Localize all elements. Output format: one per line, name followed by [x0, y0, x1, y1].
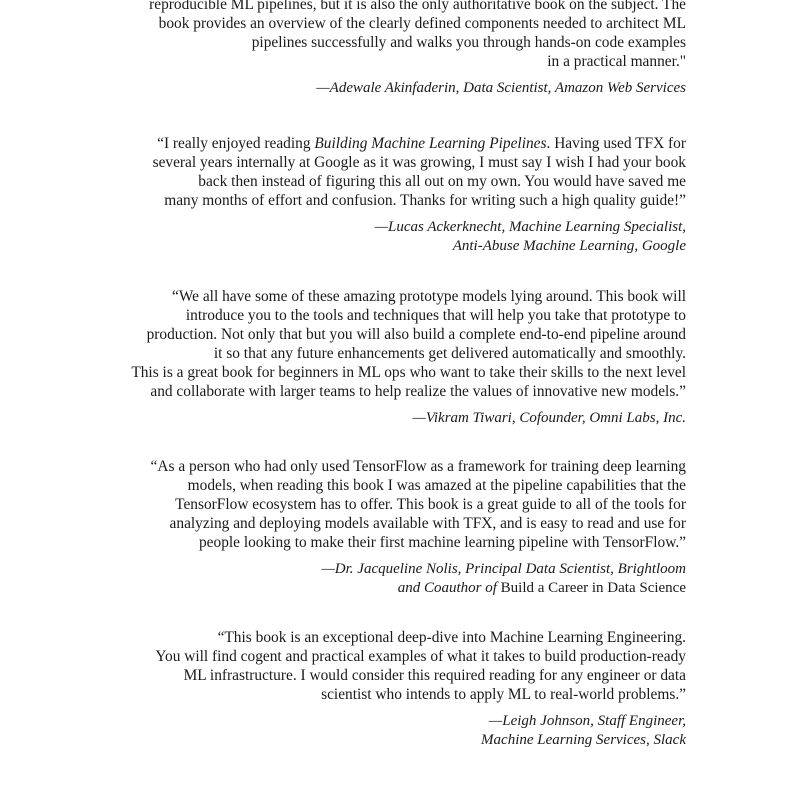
quote-line: This is a great book for beginners in ML ops who want to take their skills to the next level: [131, 364, 686, 381]
quote-line: “As a person who had only used TensorFlow as a framework for training deep learning: [150, 458, 686, 475]
attribution-line: —Vikram Tiwari, Cofounder, Omni Labs, Inc.: [412, 410, 686, 426]
quote-line: book provides an overview of the clearly defined components needed to architect ML: [158, 15, 686, 32]
attribution-line: —Leigh Johnson, Staff Engineer,: [488, 713, 686, 729]
quote-line: many months of effort and confusion. Thanks for writing such a high quality guide!”: [164, 192, 686, 209]
attribution-line: Machine Learning Services, Slack: [481, 732, 686, 748]
quote-line: scientist who intends to apply ML to real-world problems.”: [321, 686, 686, 703]
quote-line: You will find cogent and practical examples of what it takes to build production-ready: [155, 648, 686, 665]
attribution-line: —Dr. Jacqueline Nolis, Principal Data Scientist, Brightloom: [321, 561, 686, 577]
quote-text: “I really enjoyed reading: [157, 135, 315, 152]
quote-line: TensorFlow ecosystem has to offer. This book is a great guide to all of the tools for: [175, 496, 686, 513]
quote-line: production. Not only that but you will also build a complete end-to-end pipeline around: [146, 326, 686, 343]
testimonial-5: [155, 628, 686, 750]
quote-text: . Having used TFX for: [546, 135, 686, 152]
quote-line: “We all have some of these amazing prototype models lying around. This book will: [172, 288, 686, 305]
quote-line: in a practical manner.": [547, 53, 686, 70]
quote-line: several years internally at Google as it was growing, I must say I wish I had your book: [152, 154, 686, 171]
quote-line: back then instead of figuring this all out on my own. You would have saved me: [198, 173, 686, 190]
quote-line: analyzing and deploying models available with TFX, and is easy to read and use for: [169, 515, 686, 532]
quote-line: it so that any future enhancements get delivered automatically and smoothly.: [213, 345, 686, 362]
testimonial-4: [151, 457, 686, 598]
quote-line: “This book is an exceptional deep-dive into Machine Learning Engineering.: [217, 629, 686, 646]
attribution-line: —Lucas Ackerknecht, Machine Learning Specialist,: [374, 219, 686, 235]
book-title: Building Machine Learning Pipelines: [314, 135, 547, 152]
quote-line: people looking to make their first machine learning pipeline with TensorFlow.”: [198, 534, 686, 551]
quote-line: reproducible ML pipelines, but it is also the only authoritative book on the subject. The: [149, 0, 686, 13]
book-title: Build a Career in Data Science: [500, 580, 686, 596]
quote-line: introduce you to the tools and techniques that will help you take that prototype to: [185, 307, 686, 324]
quote-line: [153, 134, 686, 153]
quote-line: and collaborate with larger teams to help realize the values of innovative new models.”: [150, 383, 686, 400]
attribution-text: and Coauthor of: [397, 580, 501, 596]
quote-line: pipelines successfully and walks you through hands-on code examples: [251, 34, 686, 51]
attribution-line: Anti-Abuse Machine Learning, Google: [452, 238, 686, 254]
quote-line: models, when reading this book I was amazed at the pipeline capabilities that the: [187, 477, 686, 494]
attribution-line: —Adewale Akinfaderin, Data Scientist, Amazon Web Services: [316, 80, 686, 96]
testimonial-2: [153, 134, 686, 256]
quote-line: ML infrastructure. I would consider this required reading for any engineer or data: [183, 667, 686, 684]
testimonial-1: [149, 0, 686, 98]
attribution-line: [151, 579, 686, 598]
testimonial-3: [131, 287, 686, 428]
